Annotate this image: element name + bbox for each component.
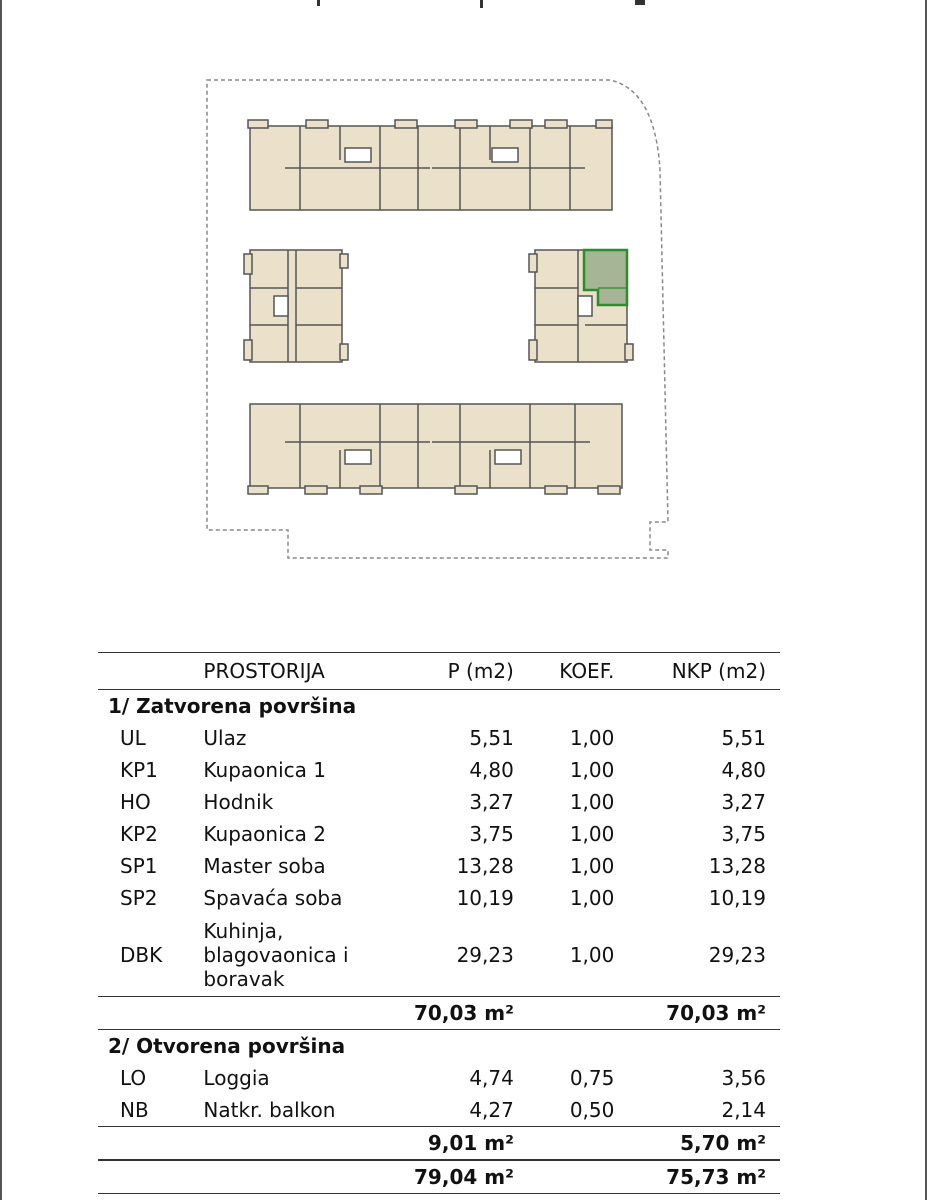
section-open-total-net: 5,70 m² bbox=[614, 1127, 780, 1161]
section-closed-total-row bbox=[98, 997, 780, 1030]
room-name: Natkr. balkon bbox=[203, 1098, 336, 1122]
section-closed-total-net: 70,03 m² bbox=[614, 997, 780, 1030]
section-open-total-row bbox=[98, 1127, 780, 1161]
header-area: P (m2) bbox=[412, 653, 514, 690]
room-name: Loggia bbox=[203, 1066, 270, 1090]
room-name: Hodnik bbox=[203, 790, 274, 814]
room-net: 29,23 bbox=[708, 943, 766, 967]
room-area: 5,51 bbox=[469, 726, 514, 750]
room-name: Ulaz bbox=[203, 726, 247, 750]
room-coef: 1,00 bbox=[569, 854, 615, 878]
building-left bbox=[244, 250, 348, 362]
table-row bbox=[98, 882, 780, 914]
room-coef: 1,00 bbox=[569, 886, 615, 910]
building-top bbox=[248, 120, 612, 210]
section-open-title-row bbox=[98, 1030, 780, 1063]
room-name: Kuhinja, blagovaonica i boravak bbox=[203, 919, 349, 991]
room-area: 13,28 bbox=[456, 854, 514, 878]
room-code: NB bbox=[120, 1098, 149, 1122]
section-open-title: 2/ Otvorena površina bbox=[108, 1034, 346, 1058]
area-table bbox=[98, 652, 780, 1194]
room-code: KP1 bbox=[120, 758, 158, 782]
room-coef: 0,75 bbox=[569, 1066, 615, 1090]
room-net: 4,80 bbox=[721, 758, 766, 782]
table-row bbox=[98, 754, 780, 786]
room-code: SP1 bbox=[120, 854, 158, 878]
room-area: 4,80 bbox=[469, 758, 514, 782]
room-name: Kupaonica 2 bbox=[203, 822, 326, 846]
room-net: 2,14 bbox=[721, 1098, 766, 1122]
grand-total-row bbox=[98, 1160, 780, 1194]
section-closed-total-area: 70,03 m² bbox=[412, 997, 514, 1030]
cropped-title-fragment bbox=[317, 0, 645, 8]
table-row bbox=[98, 850, 780, 882]
header-code bbox=[98, 653, 203, 690]
grand-total-net: 75,73 m² bbox=[614, 1160, 780, 1194]
room-area: 29,23 bbox=[456, 943, 514, 967]
room-coef: 1,00 bbox=[569, 790, 615, 814]
room-net: 10,19 bbox=[708, 886, 766, 910]
room-name: Master soba bbox=[203, 854, 326, 878]
room-code: LO bbox=[120, 1066, 147, 1090]
room-coef: 0,50 bbox=[569, 1098, 615, 1122]
room-area: 4,74 bbox=[469, 1066, 514, 1090]
room-coef: 1,00 bbox=[569, 726, 615, 750]
table-row bbox=[98, 722, 780, 754]
grand-total-area: 79,04 m² bbox=[412, 1160, 514, 1194]
room-coef: 1,00 bbox=[569, 758, 615, 782]
room-net: 5,51 bbox=[721, 726, 766, 750]
room-code: HO bbox=[120, 790, 151, 814]
table-row bbox=[98, 1094, 780, 1127]
room-coef: 1,00 bbox=[569, 822, 615, 846]
room-net: 13,28 bbox=[708, 854, 766, 878]
room-code: UL bbox=[120, 726, 146, 750]
room-code: SP2 bbox=[120, 886, 158, 910]
section-closed-title-row bbox=[98, 690, 780, 723]
room-area: 3,27 bbox=[469, 790, 514, 814]
section-closed-title: 1/ Zatvorena površina bbox=[108, 694, 357, 718]
room-area: 4,27 bbox=[469, 1098, 514, 1122]
table-row bbox=[98, 914, 780, 997]
room-coef: 1,00 bbox=[569, 943, 615, 967]
table-row bbox=[98, 818, 780, 850]
room-net: 3,27 bbox=[721, 790, 766, 814]
building-bottom bbox=[248, 404, 622, 494]
header-coef: KOEF. bbox=[514, 653, 615, 690]
room-code: KP2 bbox=[120, 822, 158, 846]
header-room: PROSTORIJA bbox=[203, 653, 411, 690]
header-net: NKP (m2) bbox=[614, 653, 780, 690]
room-net: 3,75 bbox=[721, 822, 766, 846]
room-area: 3,75 bbox=[469, 822, 514, 846]
table-row bbox=[98, 786, 780, 818]
table-header-row bbox=[98, 653, 780, 690]
room-name: Kupaonica 1 bbox=[203, 758, 326, 782]
room-name: Spavaća soba bbox=[203, 886, 343, 910]
section-open-total-area: 9,01 m² bbox=[412, 1127, 514, 1161]
room-code: DBK bbox=[120, 943, 163, 967]
room-net: 3,56 bbox=[721, 1066, 766, 1090]
room-area: 10,19 bbox=[456, 886, 514, 910]
table-row bbox=[98, 1062, 780, 1094]
